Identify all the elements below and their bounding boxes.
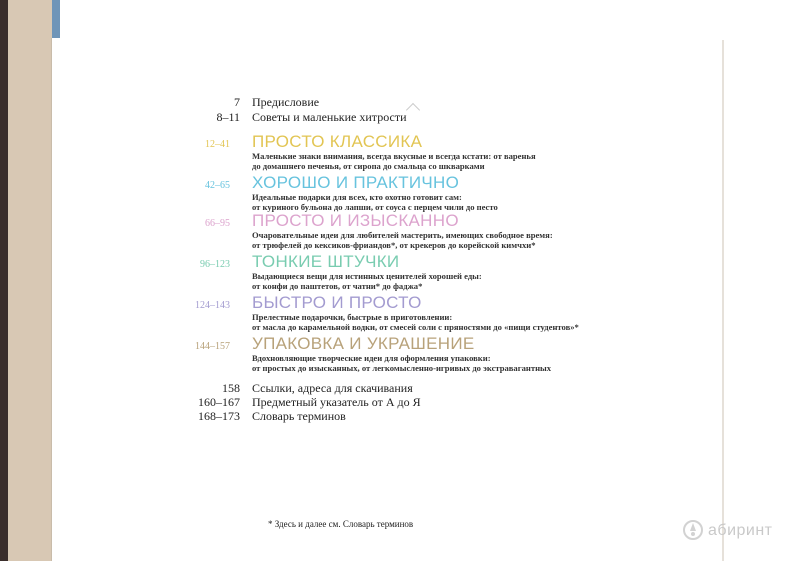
toc-page-number: 7 xyxy=(234,95,240,109)
chapter-description: от трюфелей до кексиков-фриандов*, от крекеров до корейской кимчхи* xyxy=(252,240,536,250)
toc-title: Словарь терминов xyxy=(252,409,346,423)
chapter-description: Выдающиеся вещи для истинных ценителей хорошей еды: xyxy=(252,271,482,281)
chapter-title: ХОРОШО И ПРАКТИЧНО xyxy=(252,173,460,192)
chapter-description: Маленькие знаки внимания, всегда вкусные и всегда кстати: от варенья xyxy=(252,151,536,161)
toc-title: Предметный указатель от А до Я xyxy=(252,395,421,409)
toc-title: Советы и маленькие хитрости xyxy=(252,110,407,124)
chapter-description: Прелестные подарочки, быстрые в приготовлении: xyxy=(252,312,453,322)
chapter-description: до домашнего печенья, от сиропа до смальца со шкварками xyxy=(252,161,485,171)
chapter-description: Вдохновляющие творческие идеи для оформления упаковки: xyxy=(252,353,491,363)
book-spine-edge xyxy=(0,0,8,561)
chapter-page-range: 124–143 xyxy=(195,300,230,311)
chapter-page-range: 12–41 xyxy=(205,139,230,150)
chapter-page-range: 96–123 xyxy=(200,259,230,270)
toc-entry xyxy=(0,110,800,128)
chapter-page-range: 42–65 xyxy=(205,180,230,191)
toc-page-number: 160–167 xyxy=(198,395,240,409)
chapter-title: ПРОСТО И ИЗЫСКАННО xyxy=(252,211,459,230)
watermark-text: абиринт xyxy=(708,522,773,539)
toc-page-number: 158 xyxy=(222,381,240,395)
toc-page-number: 8–11 xyxy=(216,110,240,124)
footnote: * Здесь и далее см. Словарь терминов xyxy=(268,519,414,529)
chapter-description: от простых до изысканных, от легкомысленно-игривых до экстравагантных xyxy=(252,363,552,373)
chapter-page-range: 144–157 xyxy=(195,341,230,352)
toc-title: Ссылки, адреса для скачивания xyxy=(252,381,413,395)
chapter-page-range: 66–95 xyxy=(205,218,230,229)
toc-page-number: 168–173 xyxy=(198,409,240,423)
chapter-title: БЫСТРО И ПРОСТО xyxy=(252,293,422,312)
labirint-logo-icon xyxy=(682,519,704,541)
chapter-title: ПРОСТО КЛАССИКА xyxy=(252,132,423,151)
chapter-description: от куриного бульона до лапши, от соуса с перцем чили до песто xyxy=(252,202,498,212)
toc-entry xyxy=(0,409,800,427)
chapter-description: Идеальные подарки для всех, кто охотно готовит сам: xyxy=(252,192,462,202)
chapter-title: УПАКОВКА И УКРАШЕНИЕ xyxy=(252,334,475,353)
chapter-description: от конфи до паштетов, от чатни* до фаджа* xyxy=(252,281,423,291)
chapter-title: ТОНКИЕ ШТУЧКИ xyxy=(252,252,400,271)
top-background xyxy=(0,0,800,40)
toc-title: Предисловие xyxy=(252,95,320,109)
chapter-description: Очаровательные идеи для любителей мастерить, имеющих свободное время: xyxy=(252,230,553,240)
chapter-description: от масла до карамельной водки, от смесей соли с пряностями до «пищи студентов»* xyxy=(252,322,579,332)
